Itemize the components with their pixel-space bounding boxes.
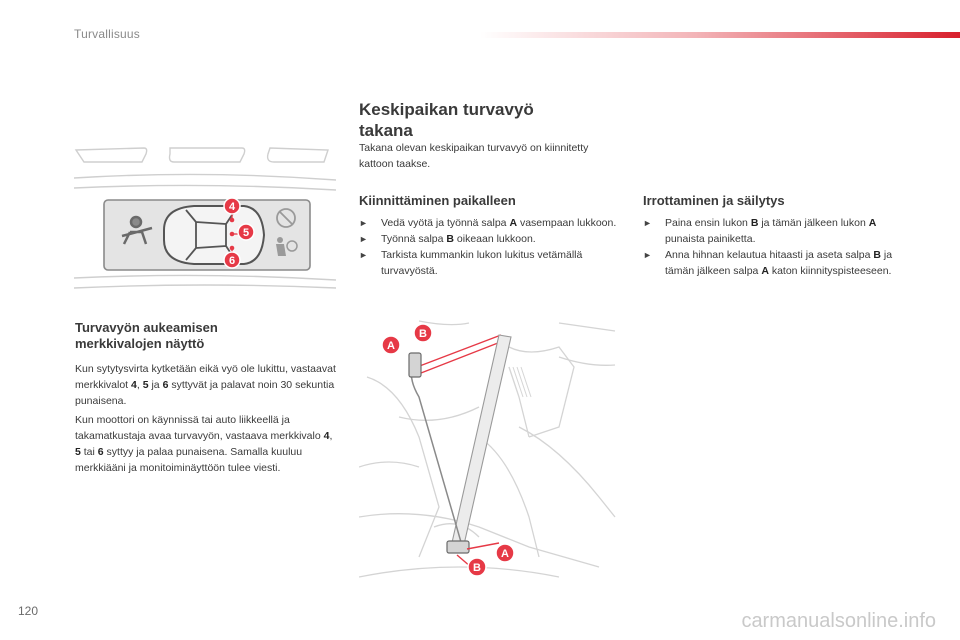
list-item: ► Vedä vyötä ja työnnä salpa A vasempaan lukkoon. [359, 217, 617, 229]
marker-b-top [414, 324, 432, 342]
indicator-paragraph-1: Kun sytytysvirta kytketään eikä vyö ole lukittu, vastaavat merkkivalot 4, 5 ja 6 syttyvät ja palavat noin 30 sekuntia punaisena. [75, 363, 336, 407]
marker-4 [224, 198, 240, 214]
section-label: Turvallisuus [74, 27, 140, 41]
marker-4-label: 4 [228, 201, 236, 213]
marker-b-bottom [468, 558, 486, 576]
marker-a-bottom-label: A [501, 548, 509, 560]
marker-6 [224, 252, 240, 268]
watermark: carmanualsonline.info [741, 610, 936, 632]
center-belt-intro: Takana olevan keskipaikan turvavyö on kiinnitetty kattoon taakse. [359, 142, 589, 170]
header-accent-bar [480, 32, 960, 38]
list-item: ► Työnnä salpa B oikeaan lukkoon. [359, 233, 536, 245]
indicator-heading: Turvavyön aukeamisen merkkivalojen näyttö [75, 320, 218, 351]
marker-a-top [382, 336, 400, 354]
dashboard-illustration [74, 140, 336, 290]
marker-b-top-label: B [419, 328, 427, 340]
fastening-heading: Kiinnittäminen paikalleen [359, 193, 516, 208]
marker-5-label: 5 [242, 227, 250, 239]
marker-6-label: 6 [228, 255, 236, 267]
center-belt-title: Keskipaikan turvavyö takana [359, 100, 534, 140]
marker-5 [238, 224, 254, 240]
center-belt-illustration [359, 317, 619, 585]
marker-a-bottom [496, 544, 514, 562]
marker-b-bottom-label: B [473, 562, 481, 574]
list-item: ► Paina ensin lukon B ja tämän jälkeen lukon A punaista painiketta. [643, 217, 877, 245]
list-item: ► Tarkista kummankin lukon lukitus vetämällä turvavyöstä. [359, 249, 583, 277]
removal-heading: Irrottaminen ja säilytys [643, 193, 785, 208]
marker-a-top-label: A [387, 340, 395, 352]
list-item: ► Anna hihnan kelautua hitaasti ja aseta salpa B ja tämän jälkeen salpa A katon kiinnityspisteeseen. [643, 249, 893, 277]
fastening-list [359, 215, 621, 279]
page-number: 120 [18, 604, 39, 618]
indicator-paragraph-2: Kun moottori on käynnissä tai auto liikkeellä ja takamatkustaja avaa turvavyön, vastaava merkkivalo 4, 5 tai 6 syttyy ja palaa punaisena. Samalla kuuluu merkkiääni ja monitoiminäyttöön tulee viesti. [75, 414, 333, 474]
removal-list [643, 215, 905, 279]
